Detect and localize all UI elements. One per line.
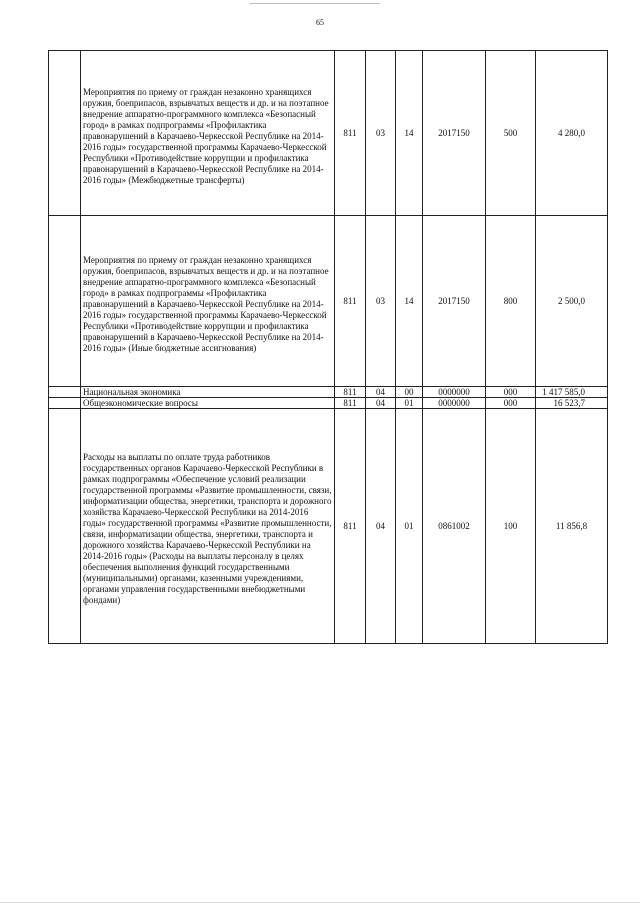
row-number-cell xyxy=(49,409,81,644)
section-cell: 03 xyxy=(366,51,396,216)
table-row xyxy=(49,216,608,387)
ved-cell: 811 xyxy=(335,398,366,409)
target-article-cell: 0000000 xyxy=(423,398,486,409)
ved-cell: 811 xyxy=(335,51,366,216)
item-name-cell: Мероприятия по приему от граждан незаконно хранящихся оружия, боеприпасов, взрывчатых веществ и др. и на поэтапное внедрение аппаратно-программного комплекса «Безопасный город» в рамках подпрограммы «Профилактика правонарушений в Карачаево-Черкесской Республике на 2014-2016 годы» государственной программы Карачаево-Черкесской Республики «Противодействие коррупции и профилактика правонарушений в Карачаево-Черкесской Республике на 2014-2016 годы» (Иные бюджетные ассигнования) xyxy=(81,216,335,387)
target-article-cell: 2017150 xyxy=(423,216,486,387)
item-name-cell: Национальная экономика xyxy=(81,387,335,398)
budget-table xyxy=(48,50,608,644)
subsection-cell: 01 xyxy=(396,398,423,409)
amount-cell: 1 417 585,0 xyxy=(536,387,608,398)
expense-type-cell: 100 xyxy=(486,409,536,644)
item-name-cell: Мероприятия по приему от граждан незаконно хранящихся оружия, боеприпасов, взрывчатых веществ и др. и на поэтапное внедрение аппаратно-программного комплекса «Безопасный город» в рамках подпрограммы «Профилактика правонарушений в Карачаево-Черкесской Республике на 2014-2016 годы» государственной программы Карачаево-Черкесской Республики «Противодействие коррупции и профилактика правонарушений в Карачаево-Черкесской Республике на 2014-2016 годы» (Межбюджетные трансферты) xyxy=(81,51,335,216)
ved-cell: 811 xyxy=(335,216,366,387)
ved-cell: 811 xyxy=(335,387,366,398)
row-number-cell xyxy=(49,387,81,398)
section-cell: 03 xyxy=(366,216,396,387)
expense-type-cell: 800 xyxy=(486,216,536,387)
table-row xyxy=(49,51,608,216)
subsection-cell: 14 xyxy=(396,216,423,387)
top-edge-mark xyxy=(250,3,380,4)
section-cell: 04 xyxy=(366,387,396,398)
section-cell: 04 xyxy=(366,398,396,409)
item-name-cell: Расходы на выплаты по оплате труда работников государственных органов Карачаево-Черкесской Республики в рамках подпрограммы «Обеспечение условий реализации государственной программы «Развитие промышленности, связи, информатизации общества, энергетики, транспорта и дорожного хозяйства Карачаево-Черкесской Республики на 2014-2016 годы» государственной программы «Развитие промышленности, связи, информатизации общества, энергетики, транспорта и дорожного хозяйства Карачаево-Черкесской Республики на 2014-2016 годы» (Расходы на выплаты персоналу в целях обеспечения выполнения функций государственными (муниципальными) органами, казенными учреждениями, органами управления государственными внебюджетными фондами) xyxy=(81,409,335,644)
table-row xyxy=(49,387,608,398)
target-article-cell: 0861002 xyxy=(423,409,486,644)
row-number-cell xyxy=(49,398,81,409)
page-number: 65 xyxy=(316,18,324,27)
amount-cell: 4 280,0 xyxy=(536,51,608,216)
amount-cell: 2 500,0 xyxy=(536,216,608,387)
expense-type-cell: 500 xyxy=(486,51,536,216)
subsection-cell: 01 xyxy=(396,409,423,644)
expense-type-cell: 000 xyxy=(486,398,536,409)
amount-cell: 11 856,8 xyxy=(536,409,608,644)
expense-type-cell: 000 xyxy=(486,387,536,398)
section-cell: 04 xyxy=(366,409,396,644)
bottom-edge-mark xyxy=(0,902,640,903)
row-number-cell xyxy=(49,51,81,216)
subsection-cell: 00 xyxy=(396,387,423,398)
table-row xyxy=(49,409,608,644)
amount-cell: 16 523,7 xyxy=(536,398,608,409)
table-row xyxy=(49,398,608,409)
row-number-cell xyxy=(49,216,81,387)
ved-cell: 811 xyxy=(335,409,366,644)
item-name-cell: Общеэкономические вопросы xyxy=(81,398,335,409)
subsection-cell: 14 xyxy=(396,51,423,216)
target-article-cell: 2017150 xyxy=(423,51,486,216)
target-article-cell: 0000000 xyxy=(423,387,486,398)
